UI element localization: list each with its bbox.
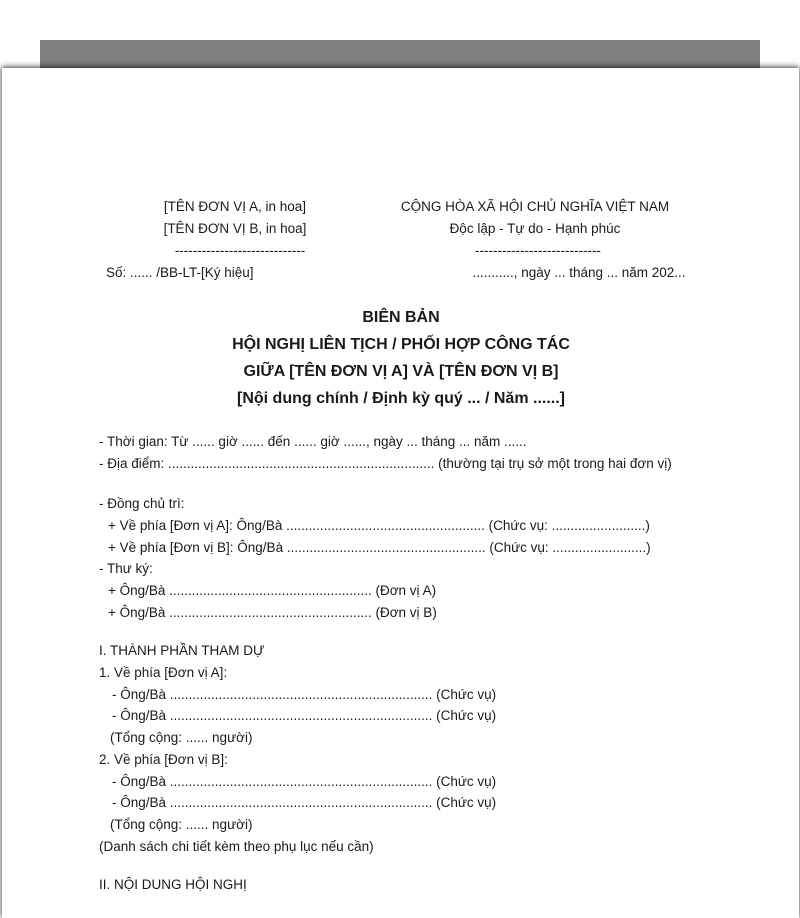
header-org-b: [TÊN ĐƠN VỊ B, in hoa]: [163, 221, 307, 236]
header-left-divider: -----------------------------: [174, 243, 306, 258]
meeting-time: - Thời gian: Từ ...... giờ ...... đến ...... giờ ......, ngày ... tháng ... năm ......: [99, 434, 527, 449]
title-line-3: GIỮA [TÊN ĐƠN VỊ A] VÀ [TÊN ĐƠN VỊ B]: [243, 363, 559, 380]
header-motto: Độc lập - Tự do - Hạnh phúc: [449, 221, 621, 236]
header-date: ..........., ngày ... tháng ... năm 202...: [472, 265, 686, 280]
document-page: [2, 68, 799, 918]
secretary-b: + Ông/Bà ...................................................... (Đơn vị B): [108, 605, 437, 620]
title-line-1: BIÊN BẢN: [362, 309, 440, 326]
secretary-label: - Thư ký:: [99, 561, 153, 576]
co-chair-b: + Về phía [Đơn vị B]: Ông/Bà ..................................................... (Chức vụ: .........................): [108, 540, 651, 555]
party-b-attendee-1: - Ông/Bà ...................................................................... (Chức vụ): [112, 774, 497, 789]
co-chair-a: + Về phía [Đơn vị A]: Ông/Bà ..................................................... (Chức vụ: .........................): [108, 518, 650, 533]
party-a-attendee-1: - Ông/Bà ...................................................................... (Chức vụ): [112, 687, 497, 702]
secretary-a: + Ông/Bà ...................................................... (Đơn vị A): [108, 583, 437, 598]
party-a-label: 1. Về phía [Đơn vị A]:: [99, 665, 228, 680]
party-b-total: (Tổng cộng: ...... người): [110, 817, 253, 832]
header-country: CỘNG HÒA XÃ HỘI CHỦ NGHĨA VIỆT NAM: [400, 199, 670, 214]
section-2-heading: II. NỘI DUNG HỘI NGHỊ: [99, 877, 247, 892]
party-b-label: 2. Về phía [Đơn vị B]:: [99, 752, 228, 767]
party-a-total: (Tổng cộng: ...... người): [110, 730, 253, 745]
appendix-note: (Danh sách chi tiết kèm theo phụ lục nếu cần): [99, 839, 374, 854]
title-line-4: [Nội dung chính / Định kỳ quý ... / Năm ......]: [236, 390, 566, 407]
header-org-a: [TÊN ĐƠN VỊ A, in hoa]: [163, 199, 307, 214]
section-1-heading: I. THÀNH PHẦN THAM DỰ: [99, 643, 265, 658]
co-chairs-label: - Đồng chủ trì:: [99, 496, 185, 511]
party-a-attendee-2: - Ông/Bà ...................................................................... (Chức vụ): [112, 708, 497, 723]
party-b-attendee-2: - Ông/Bà ...................................................................... (Chức vụ): [112, 795, 497, 810]
header-right-divider: ----------------------------: [475, 243, 601, 258]
title-line-2: HỘI NGHỊ LIÊN TỊCH / PHỐI HỢP CÔNG TÁC: [232, 336, 570, 353]
meeting-place: - Địa điểm: ....................................................................... (thường tại trụ sở một trong hai đơn vị): [99, 456, 672, 471]
document-number: Số: ...... /BB-LT-[Ký hiệu]: [106, 265, 254, 280]
